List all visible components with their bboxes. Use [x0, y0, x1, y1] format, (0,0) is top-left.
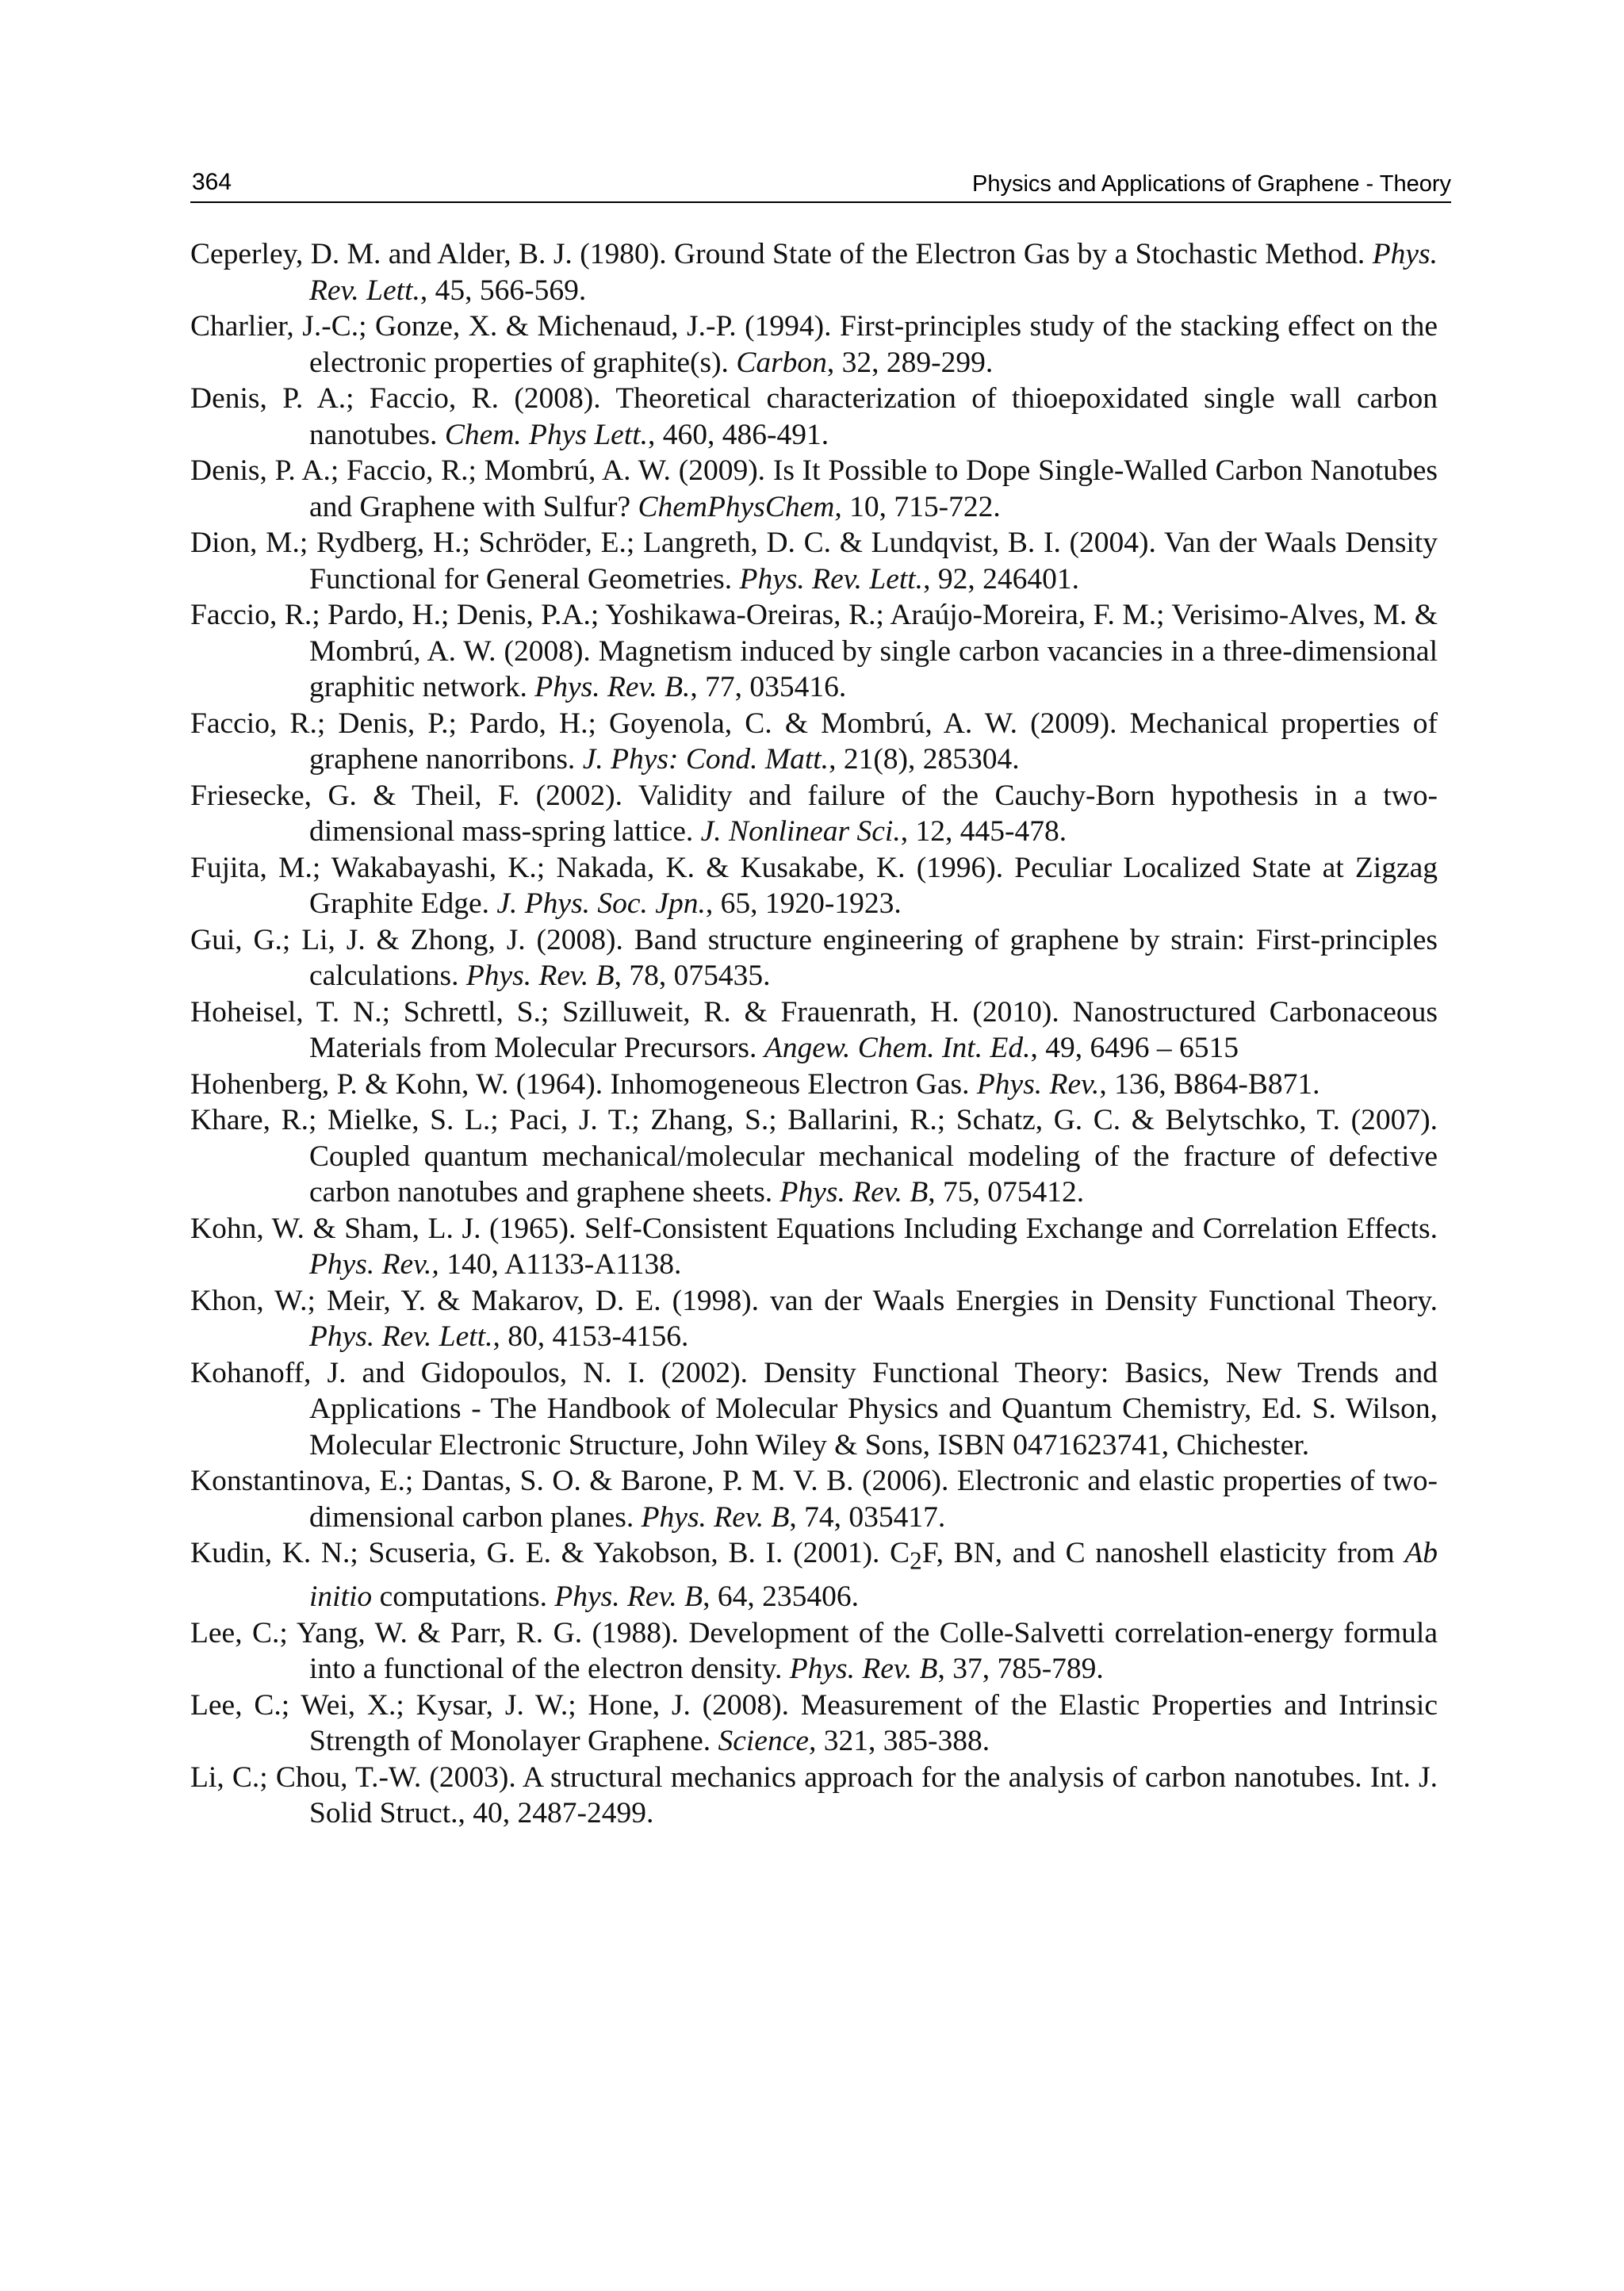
- reference-details: , 80, 4153-4156.: [492, 1320, 689, 1353]
- reference-text: Khare, R.; Mielke, S. L.; Paci, J. T.; Zhang, S.; Ballarini, R.; Schatz, G. C. & Belytschko, T. (2007). Coupled quantum mechanical/molecular mechanical modeling of the fracture of defective carbon nanotubes and graphene sheets.: [190, 1104, 1438, 1209]
- journal-name: Phys. Rev. B: [465, 960, 615, 992]
- reference-text: Kudin, K. N.; Scuseria, G. E. & Yakobson, B. I. (2001). C: [190, 1537, 910, 1569]
- reference-text: Dion, M.; Rydberg, H.; Schröder, E.; Langreth, D. C. & Lundqvist, B. I. (2004). Van der Waals Density Functional for General Geometries.: [190, 527, 1438, 596]
- reference-text: Faccio, R.; Pardo, H.; Denis, P.A.; Yoshikawa-Oreiras, R.; Araújo-Moreira, F. M.; Verisimo-Alves, M. & Mombrú, A. W. (2008). Magnetism induced by single carbon vacancies in a three-dimensional graphitic network.: [190, 599, 1438, 703]
- reference-text: Li, C.; Chou, T.-W. (2003). A structural mechanics approach for the analysis of carbon nanotubes. Int. J. Solid Struct., 40, 2487-2499.: [190, 1760, 1438, 1829]
- reference-entry: [190, 236, 1438, 308]
- reference-details: , 32, 289-299.: [826, 346, 994, 379]
- reference-entry: [190, 597, 1438, 706]
- reference-text: Hohenberg, P. & Kohn, W. (1964). Inhomogeneous Electron Gas.: [190, 1067, 977, 1101]
- reference-text: Denis, P. A.; Faccio, R. (2008). Theoretical characterization of thioepoxidated single wall carbon nanotubes.: [190, 382, 1438, 451]
- reference-entry: [190, 1463, 1438, 1535]
- journal-name: Phys. Rev. B: [779, 1176, 929, 1209]
- reference-text: F, BN, and C nanoshell elasticity from: [921, 1537, 1405, 1569]
- journal-name: Phys. Rev. B: [554, 1580, 703, 1613]
- reference-entry: [190, 994, 1438, 1067]
- page-number: 364: [192, 169, 232, 195]
- reference-details: , 92, 246401.: [923, 562, 1079, 596]
- reference-entry: [190, 308, 1438, 381]
- reference-entry: [190, 525, 1438, 597]
- journal-name: Phys. Rev. B: [789, 1653, 938, 1685]
- reference-details: , 460, 486-491.: [648, 418, 829, 451]
- reference-text: Lee, C.; Wei, X.; Kysar, J. W.; Hone, J. (2008). Measurement of the Elastic Properties and Intrinsic Strength of Monolayer Graphene.: [190, 1688, 1438, 1757]
- running-header: [190, 163, 1451, 203]
- reference-entry: [190, 1283, 1438, 1355]
- journal-name: Phys. Rev. Lett.: [739, 562, 924, 596]
- reference-text: Ceperley, D. M. and Alder, B. J. (1980). Ground State of the Electron Gas by a Stochastic Method.: [190, 238, 1373, 270]
- reference-details: , 77, 035416.: [690, 671, 847, 703]
- reference-text: Kohanoff, J. and Gidopoulos, N. I. (2002). Density Functional Theory: Basics, New Trends and Applications - The Handbook of Molecular Physics and Quantum Chemistry, Ed. S. Wilson, Molecular Electronic Structure, John Wiley & Sons, ISBN 0471623741, Chichester.: [190, 1356, 1438, 1462]
- reference-text: Denis, P. A.; Faccio, R.; Mombrú, A. W. (2009). Is It Possible to Dope Single-Walled Carbon Nanotubes and Graphene with Sulfur?: [190, 454, 1438, 523]
- reference-details: , 64, 235406.: [703, 1580, 859, 1613]
- journal-name: Angew. Chem. Int. Ed.: [764, 1032, 1031, 1064]
- reference-list: [190, 236, 1438, 1832]
- reference-entry: [190, 453, 1438, 525]
- reference-text: Khon, W.; Meir, Y. & Makarov, D. E. (1998). van der Waals Energies in Density Functional Theory.: [190, 1284, 1438, 1317]
- reference-entry: [190, 778, 1438, 850]
- reference-details: 321, 385-388.: [816, 1725, 990, 1757]
- reference-details: , 21(8), 285304.: [829, 743, 1020, 776]
- reference-text: Faccio, R.; Denis, P.; Pardo, H.; Goyenola, C. & Mombrú, A. W. (2009). Mechanical properties of graphene nanorribons.: [190, 707, 1438, 776]
- reference-text: Konstantinova, E.; Dantas, S. O. & Barone, P. M. V. B. (2006). Electronic and elastic properties of two-dimensional carbon planes.: [190, 1465, 1438, 1534]
- reference-entry: [190, 1535, 1438, 1615]
- journal-name: Phys. Rev.: [976, 1067, 1100, 1101]
- book-title: Physics and Applications of Graphene - Theory: [972, 171, 1451, 197]
- reference-entry: [190, 922, 1438, 994]
- reference-text: Charlier, J.-C.; Gonze, X. & Michenaud, J.-P. (1994). First-principles study of the stacking effect on the electronic properties of graphite(s).: [190, 310, 1438, 379]
- journal-name: Phys. Rev. Lett.: [309, 238, 1438, 307]
- journal-name: J. Nonlinear Sci.: [700, 815, 901, 848]
- reference-entry: [190, 850, 1438, 922]
- reference-entry: [190, 1688, 1438, 1760]
- reference-text: Hoheisel, T. N.; Schrettl, S.; Szilluweit, R. & Frauenrath, H. (2010). Nanostructured Carbonaceous Materials from Molecular Precursors.: [190, 995, 1438, 1064]
- reference-text: Fujita, M.; Wakabayashi, K.; Nakada, K. & Kusakabe, K. (1996). Peculiar Localized State at Zigzag Graphite Edge.: [190, 851, 1438, 920]
- reference-details: , 75, 075412.: [928, 1176, 1085, 1209]
- reference-details: , 49, 6496 – 6515: [1030, 1032, 1239, 1064]
- reference-details: , 12, 445-478.: [900, 815, 1067, 848]
- reference-details: , 136, B864-B871.: [1099, 1067, 1320, 1101]
- reference-details: , 65, 1920-1923.: [705, 887, 902, 920]
- reference-details: , 78, 075435.: [614, 960, 771, 992]
- reference-text: Kohn, W. & Sham, L. J. (1965). Self-Consistent Equations Including Exchange and Correlation Effects.: [190, 1212, 1438, 1245]
- latin-phrase: Ab initio: [309, 1537, 1438, 1613]
- journal-name: Phys. Rev.,: [309, 1248, 439, 1281]
- reference-text: Friesecke, G. & Theil, F. (2002). Validity and failure of the Cauchy-Born hypothesis in a two-dimensional mass-spring lattice.: [190, 779, 1438, 848]
- reference-details: , 74, 035417.: [789, 1500, 946, 1534]
- journal-name: Phys. Rev. B.: [534, 671, 691, 703]
- reference-text: Gui, G.; Li, J. & Zhong, J. (2008). Band structure engineering of graphene by strain: First-principles calculations.: [190, 923, 1438, 992]
- journal-name: Phys. Rev. B: [641, 1500, 790, 1534]
- subscript: 2: [910, 1546, 922, 1575]
- reference-details: , 45, 566-569.: [419, 274, 587, 307]
- journal-name: J. Phys: Cond. Matt.: [582, 743, 829, 776]
- reference-details: , 37, 785-789.: [937, 1653, 1104, 1685]
- reference-text: computations.: [372, 1580, 555, 1613]
- journal-name: Phys. Rev. Lett.: [309, 1320, 493, 1353]
- journal-name: ChemPhysChem,: [638, 490, 842, 523]
- reference-entry: [190, 706, 1438, 778]
- reference-entry: [190, 1211, 1438, 1283]
- reference-details: 10, 715-722.: [841, 490, 1001, 523]
- reference-details: 140, A1133-A1138.: [439, 1248, 682, 1281]
- reference-entry: [190, 1102, 1438, 1211]
- journal-name: J. Phys. Soc. Jpn.: [496, 887, 706, 920]
- reference-entry: [190, 1760, 1438, 1832]
- reference-entry: [190, 1355, 1438, 1464]
- journal-name: Carbon: [736, 346, 827, 379]
- reference-text: Lee, C.; Yang, W. & Parr, R. G. (1988). Development of the Colle-Salvetti correlation-energy formula into a functional of the electron density.: [190, 1616, 1438, 1685]
- reference-entry: [190, 381, 1438, 453]
- journal-name: Chem. Phys Lett.: [444, 418, 649, 451]
- journal-name: Science,: [718, 1725, 817, 1757]
- reference-entry: [190, 1067, 1438, 1103]
- reference-entry: [190, 1615, 1438, 1688]
